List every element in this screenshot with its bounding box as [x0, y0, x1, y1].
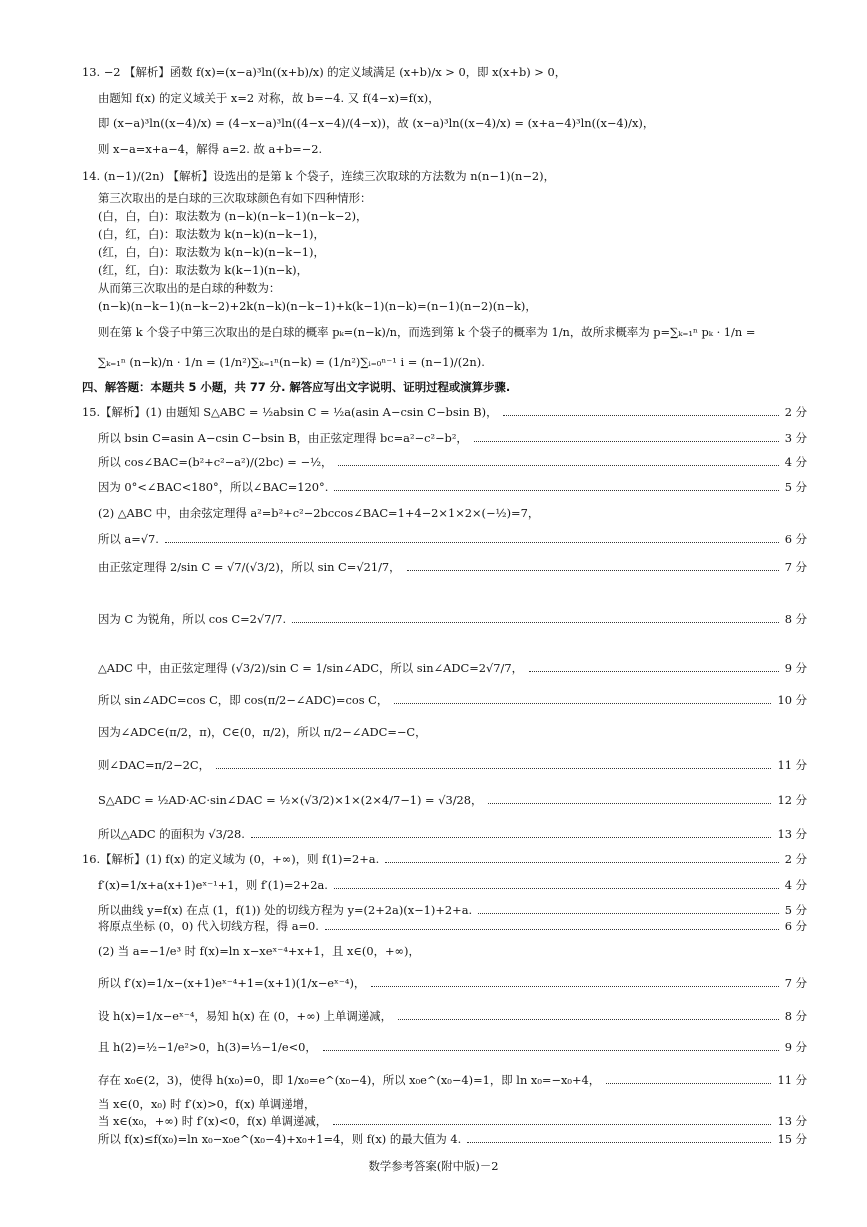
solution-line [98, 879, 807, 893]
score-mark: 6 分 [784, 532, 807, 546]
solution-text: 当 x∈(x₀，+∞) 时 f′(x)<0，f(x) 单调递减， [98, 1115, 328, 1128]
solution-line [98, 662, 807, 676]
score-mark: 2 分 [784, 852, 807, 866]
score-mark: 5 分 [784, 903, 807, 917]
solution-text: (2) 当 a=−1/e³ 时 f(x)=ln x−xeˣ⁻⁴+x+1，且 x∈(0，+∞)， [98, 945, 420, 958]
score-mark: 6 分 [784, 919, 807, 933]
dotted-leader [398, 1019, 779, 1020]
dotted-leader [606, 1083, 771, 1084]
solution-text: 所以 sin∠ADC=cos C，即 cos(π/2−∠ADC)=cos C， [98, 694, 389, 707]
solution-line [98, 356, 807, 370]
solution-text: (红，白，白)：取法数为 k(n−k)(n−k−1)， [98, 246, 325, 259]
solution-line [98, 920, 807, 934]
solution-text: 由正弦定理得 2/sin C = √7/(√3/2)，所以 sin C=√21/7， [98, 561, 401, 574]
solution-line [98, 228, 807, 242]
solution-line [98, 246, 807, 260]
solution-line [98, 828, 807, 842]
solution-line [98, 613, 807, 627]
dotted-leader [334, 490, 778, 491]
solution-line [98, 192, 807, 206]
dotted-leader [334, 888, 779, 889]
solution-text: 15.【解析】(1) 由题知 S△ABC = ½absin C = ½a(asin A−csin C−bsin B)， [82, 406, 498, 419]
score-mark: 3 分 [784, 431, 807, 445]
solution-line [98, 759, 807, 773]
solution-text: 因为 0°<∠BAC<180°，所以∠BAC=120°. [98, 481, 329, 494]
dotted-leader [474, 441, 779, 442]
solution-text: 由题知 f(x) 的定义域关于 x=2 对称，故 b=−4. 又 f(4−x)=f(x)， [98, 92, 440, 105]
solution-line [98, 533, 807, 547]
dotted-leader [529, 671, 779, 672]
solution-line [98, 561, 807, 575]
score-mark: 4 分 [784, 878, 807, 892]
score-mark: 8 分 [784, 1009, 807, 1023]
solution-text: f′(x)=1/x+a(x+1)eˣ⁻¹+1，则 f′(1)=2+2a. [98, 879, 328, 892]
score-mark: 13 分 [777, 827, 807, 841]
score-mark: 2 分 [784, 405, 807, 419]
solution-line [98, 210, 807, 224]
solution-text: 所以△ADC 的面积为 √3/28. [98, 828, 245, 841]
dotted-leader [292, 622, 779, 623]
solution-line [98, 143, 807, 157]
dotted-leader [407, 570, 779, 571]
solution-line [98, 1041, 807, 1055]
solution-line [98, 282, 807, 296]
score-mark: 12 分 [777, 793, 807, 807]
solution-text: 所以 f′(x)=1/x−(x+1)eˣ⁻⁴+1=(x+1)(1/x−eˣ⁻⁴)， [98, 977, 366, 990]
solution-text: 14. (n−1)/(2n) 【解析】设选出的是第 k 个袋子，连续三次取球的方法数为 n(n−1)(n−2)， [82, 170, 555, 183]
score-mark: 5 分 [784, 480, 807, 494]
solution-text: 所以 cos∠BAC=(b²+c²−a²)/(2bc) = −½， [98, 456, 333, 469]
solution-text: 从而第三次取出的是白球的种数为： [98, 282, 281, 295]
solution-line [98, 694, 807, 708]
score-mark: 9 分 [784, 661, 807, 675]
solution-text: 第三次取出的是白球的三次取球颜色有如下四种情形： [98, 192, 372, 205]
solution-line [98, 481, 807, 495]
solution-line [98, 264, 807, 278]
solution-text: 当 x∈(0，x₀) 时 f′(x)>0，f(x) 单调递增， [98, 1098, 316, 1111]
solution-text: 即 (x−a)³ln((x−4)/x) = (4−x−a)³ln((4−x−4)/(4−x))，故 (x−a)³ln((x−4)/x) = (x+a−4)³ln((x−4)/x)， [98, 117, 655, 130]
solution-line [98, 300, 807, 314]
dotted-leader [251, 837, 772, 838]
solution-text: 四、解答题：本题共 5 小题，共 77 分. 解答应写出文字说明、证明过程或演算步骤. [82, 381, 511, 394]
solution-text: 16.【解析】(1) f(x) 的定义域为 (0，+∞)，则 f(1)=2+a. [82, 853, 380, 866]
dotted-leader [394, 703, 771, 704]
score-mark: 8 分 [784, 612, 807, 626]
dotted-leader [478, 913, 779, 914]
score-mark: 7 分 [784, 976, 807, 990]
score-mark: 11 分 [777, 758, 807, 772]
solution-line [98, 456, 807, 470]
score-mark: 10 分 [777, 693, 807, 707]
dotted-leader [371, 986, 778, 987]
solution-line [98, 92, 807, 106]
dotted-leader [216, 768, 771, 769]
solution-text: 则∠DAC=π/2−2C， [98, 759, 211, 772]
solution-line [98, 432, 807, 446]
solution-text: 因为 C 为锐角，所以 cos C=2√7/7. [98, 613, 287, 626]
solution-line [98, 945, 807, 959]
solution-text: 且 h(2)=½−1/e²>0，h(3)=⅓−1/e<0， [98, 1041, 317, 1054]
dotted-leader [385, 862, 779, 863]
solution-line [98, 726, 807, 740]
solution-line [98, 794, 807, 808]
solution-line [98, 904, 807, 918]
solution-line [82, 853, 807, 867]
dotted-leader [467, 1142, 771, 1143]
score-mark: 4 分 [784, 455, 807, 469]
solution-text: 所以 f(x)≤f(x₀)=ln x₀−x₀e^(x₀−4)+x₀+1=4，则 f(x) 的最大值为 4. [98, 1133, 462, 1146]
page-footer: 数学参考答案(附中版)－2 [368, 1159, 499, 1173]
solution-text: (白，红，白)：取法数为 k(n−k)(n−k−1)， [98, 228, 325, 241]
solution-text: 设 h(x)=1/x−eˣ⁻⁴，易知 h(x) 在 (0，+∞) 上单调递减， [98, 1010, 392, 1023]
dotted-leader [503, 415, 778, 416]
solution-line [98, 117, 807, 131]
solution-line [82, 406, 807, 420]
solution-text: (红，红，白)：取法数为 k(k−1)(n−k)， [98, 264, 308, 277]
solution-text: 因为∠ADC∈(π/2，π)，C∈(0，π/2)，所以 π/2−∠ADC=−C， [98, 726, 427, 739]
dotted-leader [325, 929, 779, 930]
dotted-leader [338, 465, 778, 466]
score-mark: 11 分 [777, 1073, 807, 1087]
dotted-leader [333, 1124, 771, 1125]
solution-line [98, 1098, 807, 1112]
solution-text: (2) △ABC 中，由余弦定理得 a²=b²+c²−2bccos∠BAC=1+4−2×1×2×(−½)=7， [98, 507, 540, 520]
solution-text: ∑ₖ₌₁ⁿ (n−k)/n · 1/n = (1/n²)∑ₖ₌₁ⁿ(n−k) = (1/n²)∑ᵢ₌₀ⁿ⁻¹ i = (n−1)/(2n). [98, 356, 485, 369]
solution-text: 则在第 k 个袋子中第三次取出的是白球的概率 pₖ=(n−k)/n，而选到第 k 个袋子的概率为 1/n，故所求概率为 p=∑ₖ₌₁ⁿ pₖ · 1/n = [98, 326, 756, 339]
solution-text: 则 x−a=x+a−4，解得 a=2. 故 a+b=−2. [98, 143, 323, 156]
solution-line [98, 1115, 807, 1129]
score-mark: 9 分 [784, 1040, 807, 1054]
dotted-leader [323, 1050, 779, 1051]
solution-text: (白，白，白)：取法数为 (n−k)(n−k−1)(n−k−2)， [98, 210, 368, 223]
solution-text: S△ADC = ½AD·AC·sin∠DAC = ½×(√3/2)×1×(2×4/7−1) = √3/28， [98, 794, 483, 807]
solution-line [82, 170, 807, 184]
solution-text: 13. −2 【解析】函数 f(x)=(x−a)³ln((x+b)/x) 的定义域满足 (x+b)/x > 0，即 x(x+b) > 0， [82, 66, 567, 79]
solution-line [98, 326, 807, 340]
solution-text: 所以 a=√7. [98, 533, 159, 546]
score-mark: 15 分 [777, 1132, 807, 1146]
solution-line [98, 507, 807, 521]
score-mark: 7 分 [784, 560, 807, 574]
score-mark: 13 分 [777, 1114, 807, 1128]
solution-line [98, 977, 807, 991]
solution-line [98, 1010, 807, 1024]
solution-line [98, 1133, 807, 1147]
solution-text: 将原点坐标 (0，0) 代入切线方程，得 a=0. [98, 920, 319, 933]
solution-line [82, 66, 807, 80]
dotted-leader [488, 803, 771, 804]
solution-text: 所以 bsin C=asin A−csin C−bsin B，由正弦定理得 bc=a²−c²−b²， [98, 432, 468, 445]
solution-text: 存在 x₀∈(2，3)，使得 h(x₀)=0，即 1/x₀=e^(x₀−4)，所以 x₀e^(x₀−4)=1，即 ln x₀=−x₀+4， [98, 1074, 601, 1087]
solution-text: (n−k)(n−k−1)(n−k−2)+2k(n−k)(n−k−1)+k(k−1)(n−k)=(n−1)(n−2)(n−k)， [98, 300, 537, 313]
dotted-leader [165, 542, 779, 543]
solution-line [98, 1074, 807, 1088]
solution-text: 所以曲线 y=f(x) 在点 (1，f(1)) 处的切线方程为 y=(2+2a)(x−1)+2+a. [98, 904, 473, 917]
solution-text: △ADC 中，由正弦定理得 (√3/2)/sin C = 1/sin∠ADC，所以 sin∠ADC=2√7/7， [98, 662, 523, 675]
solution-line [82, 381, 807, 395]
